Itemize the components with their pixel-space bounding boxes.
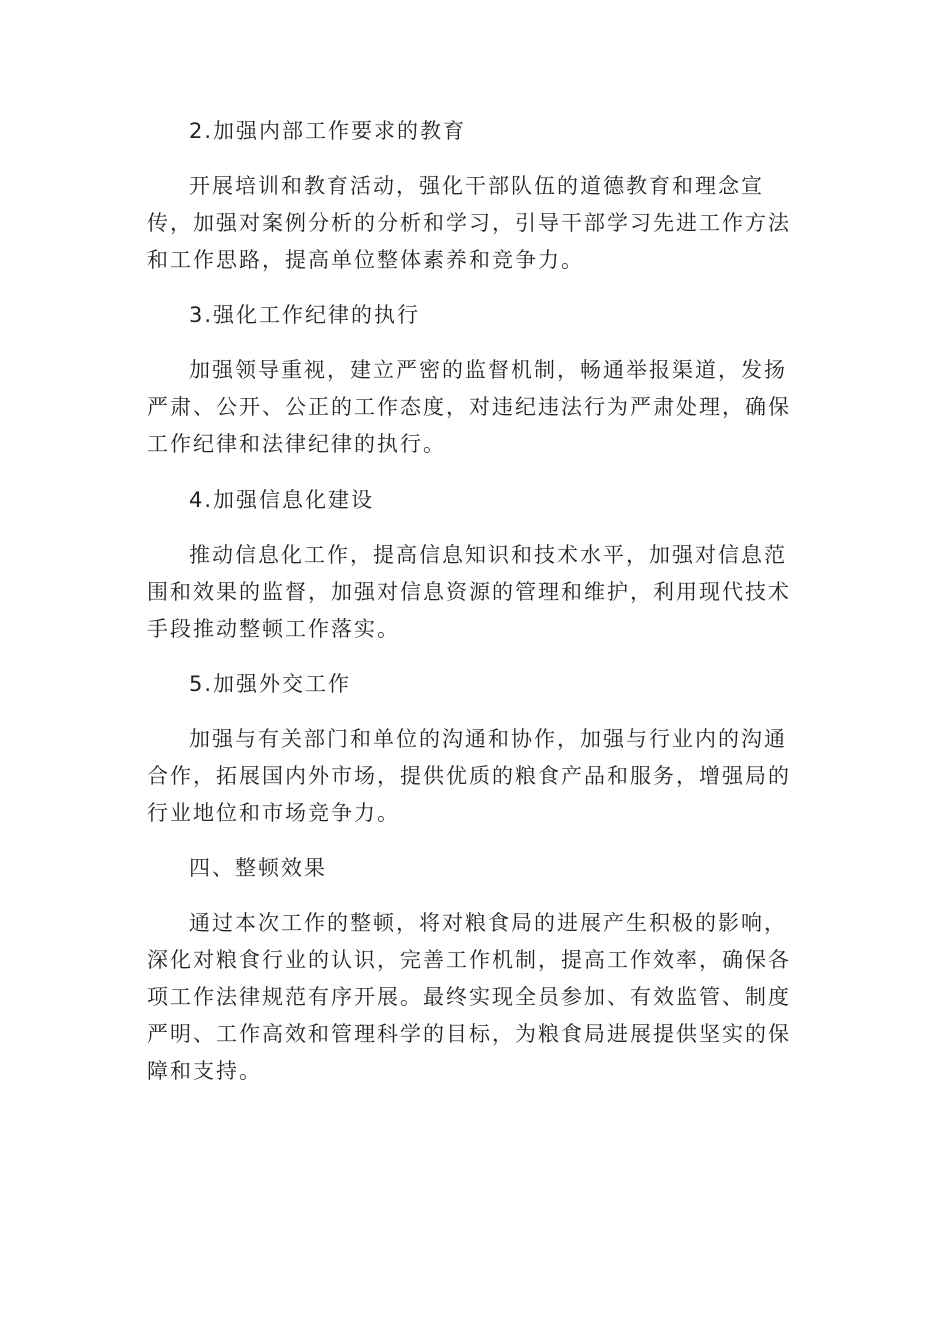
section-paragraph-3: 推动信息化工作，提高信息知识和技术水平，加强对信息范围和效果的监督，加强对信息资源的管理和维护，利用现代技术手段推动整顿工作落实。	[147, 543, 791, 641]
section-paragraph-4: 加强与有关部门和单位的沟通和协作，加强与行业内的沟通合作，拓展国内外市场，提供优质的粮食产品和服务，增强局的行业地位和市场竞争力。	[147, 727, 791, 825]
section-heading-4: 5.加强外交工作	[189, 672, 352, 696]
section-heading-2: 3.强化工作纪律的执行	[189, 303, 421, 327]
section-heading-5: 四、整顿效果	[189, 856, 327, 880]
section-paragraph-1: 开展培训和教育活动，强化干部队伍的道德教育和理念宣传，加强对案例分析的分析和学习，引导干部学习先进工作方法和工作思路，提高单位整体素养和竞争力。	[147, 174, 791, 272]
section-paragraph-5: 通过本次工作的整顿，将对粮食局的进展产生积极的影响，深化对粮食行业的认识，完善工作机制，提高工作效率，确保各项工作法律规范有序开展。最终实现全员参加、有效监管、制度严明、工作高效和管理科学的目标，为粮食局进展提供坚实的保障和支持。	[147, 911, 791, 1083]
section-heading-3: 4.加强信息化建设	[189, 488, 375, 512]
section-heading-1: 2.加强内部工作要求的教育	[189, 119, 467, 143]
section-paragraph-2: 加强领导重视，建立严密的监督机制，畅通举报渠道，发扬严肃、公开、公正的工作态度，对违纪违法行为严肃处理，确保工作纪律和法律纪律的执行。	[147, 358, 791, 456]
